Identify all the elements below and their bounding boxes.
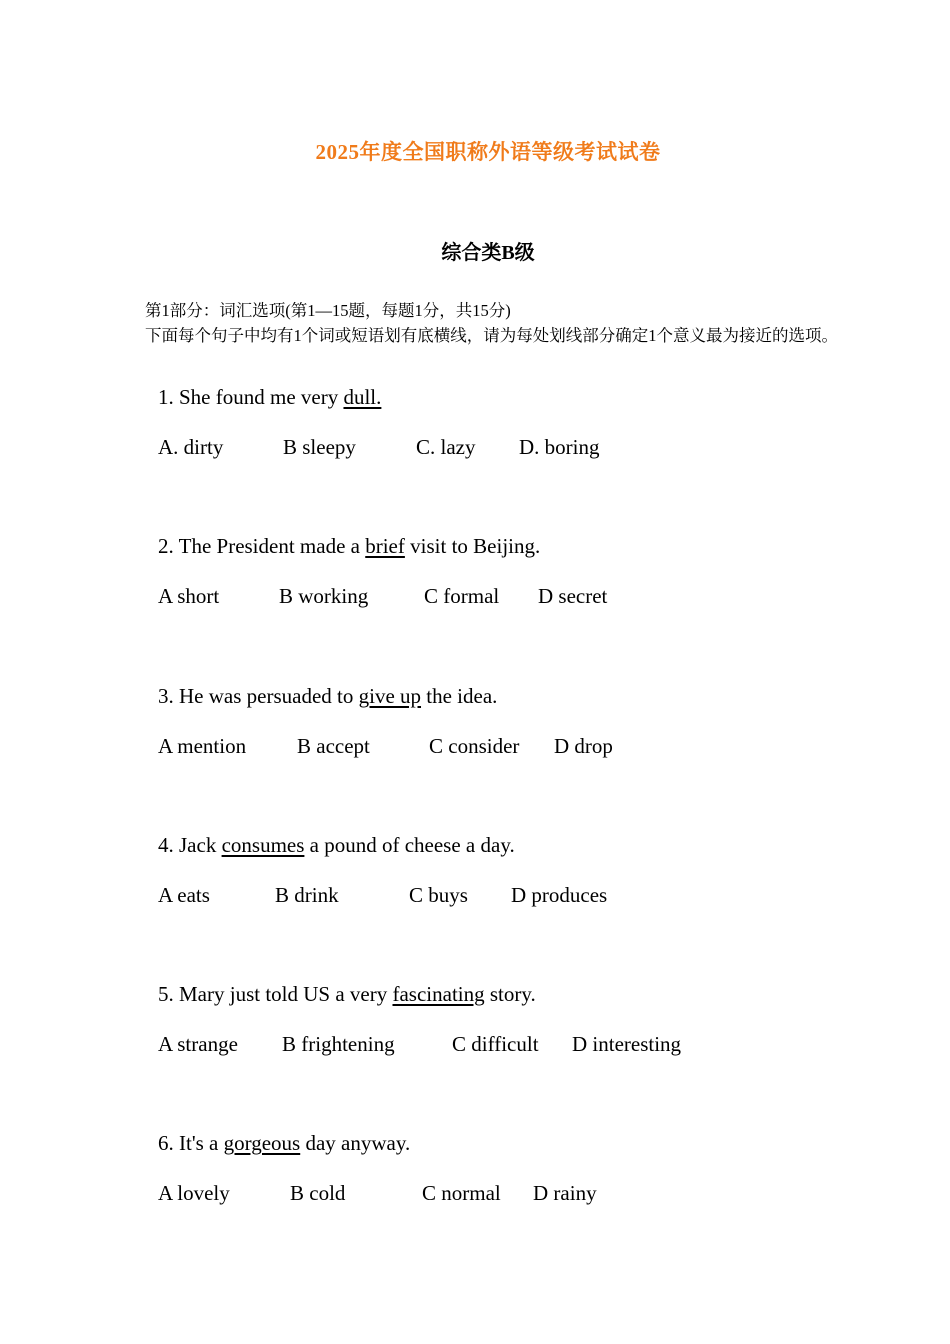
option-a: A mention <box>158 734 247 758</box>
question-text: a pound of cheese a day. <box>304 833 515 857</box>
option-c: C normal <box>422 1181 501 1205</box>
underlined-word: fascinating <box>392 982 485 1006</box>
option-a: A. dirty <box>158 435 224 459</box>
question-text: story. <box>484 982 536 1006</box>
underlined-word: consumes <box>221 833 305 857</box>
question-text: 2. The President made a <box>158 534 366 558</box>
question-text: 5. Mary just told US a very <box>158 982 393 1006</box>
option-c: C consider <box>429 734 520 758</box>
question-5 <box>158 982 536 1007</box>
question-text: 3. He was persuaded to <box>158 684 359 708</box>
option-b: B working <box>279 584 369 608</box>
question-6 <box>158 1131 410 1156</box>
option-d: D drop <box>554 734 613 758</box>
question-1 <box>158 385 381 410</box>
question-2 <box>158 534 540 559</box>
option-b: B accept <box>297 734 370 758</box>
option-b: B frightening <box>282 1032 395 1056</box>
option-c: C buys <box>409 883 468 907</box>
option-d: D rainy <box>533 1181 597 1205</box>
question-text: 4. Jack <box>158 833 222 857</box>
option-a: A lovely <box>158 1181 230 1205</box>
option-a: A strange <box>158 1032 238 1056</box>
question-text: visit to Beijing. <box>404 534 541 558</box>
question-text: the idea. <box>421 684 498 708</box>
option-b: B sleepy <box>283 435 356 459</box>
section-directions: 下面每个句子中均有1个词或短语划有底横线，请为每处划线部分确定1个意义最为接近的选项。 <box>145 326 838 345</box>
option-c: C formal <box>424 584 500 608</box>
option-d: D secret <box>538 584 608 608</box>
section-heading: 第1部分：词汇选项(第1—15题，每题1分，共15分) <box>145 301 511 320</box>
question-text: 1. She found me very <box>158 385 344 409</box>
section-instructions <box>145 298 840 348</box>
option-a: A short <box>158 584 220 608</box>
underlined-word: dull. <box>343 385 382 409</box>
option-b: B drink <box>275 883 339 907</box>
underlined-word: gorgeous <box>223 1131 301 1155</box>
option-a: A eats <box>158 883 210 907</box>
option-c: C difficult <box>452 1032 539 1056</box>
option-d: D produces <box>511 883 608 907</box>
option-c: C. lazy <box>416 435 476 459</box>
option-b: B cold <box>290 1181 346 1205</box>
option-d: D. boring <box>519 435 600 459</box>
question-4 <box>158 833 515 858</box>
underlined-word: give up <box>358 684 422 708</box>
question-3 <box>158 684 497 709</box>
document-title: 2025年度全国职称外语等级考试试卷 <box>315 140 661 164</box>
underlined-word: brief <box>365 534 405 558</box>
question-text: day anyway. <box>300 1131 411 1155</box>
question-text: 6. It's a <box>158 1131 224 1155</box>
document-subtitle: 综合类B级 <box>441 242 535 264</box>
option-d: D interesting <box>572 1032 682 1056</box>
